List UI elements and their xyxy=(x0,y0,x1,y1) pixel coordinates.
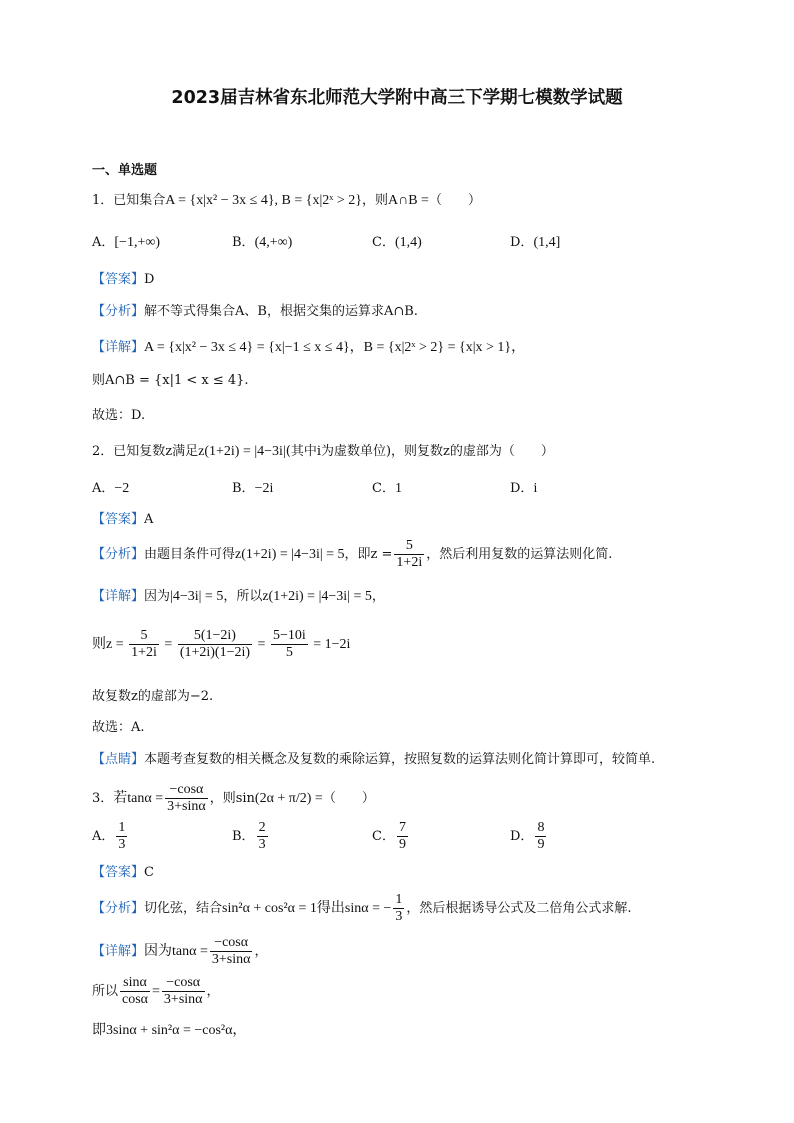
q2-number: 2． xyxy=(92,444,114,459)
q1-number: 1． xyxy=(92,193,114,208)
q3-stem-paren: （ ） xyxy=(322,791,375,807)
q2-detail-text-c: ， xyxy=(371,589,385,604)
q2-detail-text-b: ，所以 xyxy=(223,589,263,604)
document-title: 2023届吉林省东北师范大学附中高三下学期七模数学试题 xyxy=(171,88,623,108)
q3-so-fraction-2 xyxy=(162,975,205,1008)
q2-option-c xyxy=(372,480,402,498)
fraction-numerator: 7 xyxy=(397,820,408,837)
q3-stem-math: (2α + π/2) = xyxy=(254,791,323,807)
q3-so-text: 所以 xyxy=(92,984,119,1000)
q1-detail-2: 则A∩B = {x|1 < x ≤ 4}. xyxy=(92,373,249,388)
q2-detail xyxy=(92,588,385,606)
analysis-tag: 【分析】 xyxy=(92,304,145,319)
fraction-denominator: 1+2i xyxy=(396,555,423,571)
q3-analysis-text: 切化弦，结合 xyxy=(144,901,223,917)
q1-detail-text: A = {x|x² − 3x ≤ 4} = {x|−1 ≤ x ≤ 4}，B = {x|2ˣ > 2} = {x|x > 1}， xyxy=(144,340,526,355)
q3-analysis-math: sin²α + cos²α = 1 xyxy=(222,901,317,917)
fraction-denominator: 3 xyxy=(118,837,126,853)
option-label: B． xyxy=(232,235,255,250)
q2-analysis-math: z(1+2i) = |4−3i| = 5 xyxy=(235,547,345,563)
q2-stem-math: z(1+2i) = |4−3i| xyxy=(198,444,286,459)
q1-option-a xyxy=(92,234,160,252)
q3-detail xyxy=(92,935,267,968)
fraction-denominator: 3+sinα xyxy=(211,952,251,968)
option-text: (4,+∞) xyxy=(254,235,293,250)
comment-tag: 【点睛】 xyxy=(92,752,145,767)
fraction-denominator: (1+2i)(1−2i) xyxy=(179,645,251,661)
q1-choose: 故选：D. xyxy=(92,408,146,423)
q2-option-a xyxy=(92,480,129,498)
q2-then: 则z = xyxy=(92,636,124,652)
option-text: 1 xyxy=(394,481,402,496)
fraction-numerator: 5−10i xyxy=(271,628,308,645)
option-text: [−1,+∞) xyxy=(114,235,160,250)
option-text: i xyxy=(533,481,538,496)
q3-stem-text: 若tanα = xyxy=(113,791,164,807)
detail-tag: 【详解】 xyxy=(92,944,145,960)
q1-stem-math: A = {x|x² − 3x ≤ 4}, B = {x|2ˣ > 2} xyxy=(165,193,362,208)
q3-answer-value: C xyxy=(144,865,154,880)
q3-options xyxy=(92,820,712,856)
fraction-denominator: 1+2i xyxy=(131,645,157,661)
fraction-denominator: cosα xyxy=(122,992,149,1008)
answer-tag: 【答案】 xyxy=(92,272,145,287)
q3-option-b xyxy=(232,820,270,853)
q1-stem-text: 已知集合 xyxy=(113,193,166,208)
fraction-numerator: sinα xyxy=(120,975,150,992)
option-fraction xyxy=(397,820,408,853)
option-label: B． xyxy=(232,481,255,496)
fraction-numerator: 8 xyxy=(535,820,546,837)
option-fraction xyxy=(257,820,268,853)
detail-tag: 【详解】 xyxy=(92,589,145,604)
q3-analysis-fraction xyxy=(393,892,404,925)
q2-stem xyxy=(92,443,554,461)
q3-last-line: 即3sinα + sin²α = −cos²α， xyxy=(92,1023,247,1038)
option-label: C． xyxy=(372,235,395,250)
q2-detail-math: |4−3i| = 5 xyxy=(170,589,224,604)
q1-answer xyxy=(92,272,154,288)
q3-so-end: ， xyxy=(206,984,220,1000)
q3-analysis-text-b: 得出sinα = − xyxy=(316,901,392,917)
fraction-denominator: 3+sinα xyxy=(163,992,203,1008)
q3-so xyxy=(92,975,220,1008)
q3-analysis xyxy=(92,892,632,925)
option-label: A． xyxy=(92,481,115,496)
option-label: A． xyxy=(92,235,115,250)
option-text: −2i xyxy=(254,481,274,496)
q2-choose: 故选：A. xyxy=(92,720,145,735)
option-fraction xyxy=(116,820,127,853)
q3-option-a xyxy=(92,820,129,853)
fraction-numerator: −cosα xyxy=(162,975,205,992)
q1-analysis xyxy=(92,304,418,320)
q1-option-d xyxy=(510,234,560,252)
detail-tag: 【详解】 xyxy=(92,340,145,355)
q3-detail-text-b: ， xyxy=(254,944,268,960)
q2-stem-text: 已知复数z满足 xyxy=(113,444,199,459)
q2-comment-text: 本题考查复数的相关概念及复数的乘除运算，按照复数的运算法则化简计算即可，较简单. xyxy=(144,752,656,767)
q2-analysis xyxy=(92,538,612,571)
q3-detail-text: 因为tanα = xyxy=(144,944,208,960)
analysis-tag: 【分析】 xyxy=(92,901,145,917)
q1-options xyxy=(92,234,712,254)
fraction-numerator: −cosα xyxy=(210,935,253,952)
q1-stem-math-2: A∩B = xyxy=(387,193,429,208)
fraction-denominator: 5 xyxy=(285,645,293,661)
q3-number: 3． xyxy=(92,791,114,807)
q2-analysis-text-c: ，然后利用复数的运算法则化简. xyxy=(426,547,613,563)
q2-analysis-text-b: ，即z = xyxy=(344,547,393,563)
q1-stem-text-b: ，则 xyxy=(361,193,388,208)
option-fraction xyxy=(535,820,546,853)
fraction-denominator: 3 xyxy=(395,909,403,925)
q1-detail xyxy=(92,339,525,357)
equals-sign: = xyxy=(164,636,173,652)
q2-detail-text: 因为 xyxy=(144,589,171,604)
equals-sign: = xyxy=(152,984,160,1000)
fraction-denominator: 3 xyxy=(258,837,266,853)
answer-tag: 【答案】 xyxy=(92,512,145,527)
q3-stem xyxy=(92,782,375,815)
fraction-numerator: 2 xyxy=(257,820,268,837)
q2-analysis-fraction xyxy=(394,538,424,571)
q1-option-b xyxy=(232,234,292,252)
q1-answer-value: D xyxy=(144,272,155,287)
option-label: B． xyxy=(232,829,255,845)
option-label: A． xyxy=(92,829,115,845)
answer-tag: 【答案】 xyxy=(92,865,145,880)
fraction-numerator: 1 xyxy=(116,820,127,837)
q2-fraction-3 xyxy=(271,628,308,661)
q1-stem xyxy=(92,192,481,210)
option-label: D． xyxy=(510,481,534,496)
q1-analysis-text: 解不等式得集合A、B，根据交集的运算求A∩B. xyxy=(144,304,418,319)
q2-derivation xyxy=(92,628,350,661)
q3-stem-fraction xyxy=(165,782,208,815)
equals-sign: = xyxy=(257,636,266,652)
fraction-denominator: 9 xyxy=(537,837,545,853)
q2-comment xyxy=(92,752,655,768)
fraction-denominator: 3+sinα xyxy=(167,799,206,815)
option-text: (1,4) xyxy=(394,235,422,250)
q2-analysis-text: 由题目条件可得 xyxy=(144,547,236,563)
q2-fraction-2 xyxy=(178,628,252,661)
fraction-numerator: −cosα xyxy=(165,782,208,799)
section-heading: 一、单选题 xyxy=(92,163,158,178)
fraction-denominator: 9 xyxy=(398,837,406,853)
fraction-numerator: 5 xyxy=(129,628,159,645)
q2-answer-value: A xyxy=(144,512,154,527)
q2-detail-math-2: z(1+2i) = |4−3i| = 5 xyxy=(262,589,372,604)
option-label: D． xyxy=(510,829,534,845)
option-text: −2 xyxy=(114,481,130,496)
q2-options xyxy=(92,480,712,500)
q2-imag-part: 故复数z的虚部为−2. xyxy=(92,689,214,704)
fraction-numerator: 1 xyxy=(393,892,404,909)
q1-stem-paren: （ ） xyxy=(428,193,481,208)
q3-so-fraction-1 xyxy=(120,975,150,1008)
q3-stem-text-b: ，则sin xyxy=(209,791,255,807)
option-label: C． xyxy=(372,829,395,845)
q2-option-b xyxy=(232,480,273,498)
q3-analysis-text-c: ，然后根据诱导公式及二倍角公式求解. xyxy=(406,901,632,917)
q2-option-d xyxy=(510,480,537,498)
option-text: (1,4] xyxy=(533,235,561,250)
q2-answer xyxy=(92,512,153,528)
option-label: C． xyxy=(372,481,395,496)
option-label: D． xyxy=(510,235,534,250)
fraction-numerator: 5(1−2i) xyxy=(178,628,252,645)
q2-fraction-1 xyxy=(129,628,159,661)
q3-option-d xyxy=(510,820,548,853)
analysis-tag: 【分析】 xyxy=(92,547,145,563)
fraction-numerator: 5 xyxy=(394,538,424,555)
q3-detail-fraction xyxy=(210,935,253,968)
q3-option-c xyxy=(372,820,410,853)
q3-answer xyxy=(92,865,154,881)
q1-option-c xyxy=(372,234,422,252)
q2-result: = 1−2i xyxy=(313,636,351,652)
q2-stem-text-b: (其中i为虚数单位)，则复数z的虚部为（ ） xyxy=(285,444,554,459)
